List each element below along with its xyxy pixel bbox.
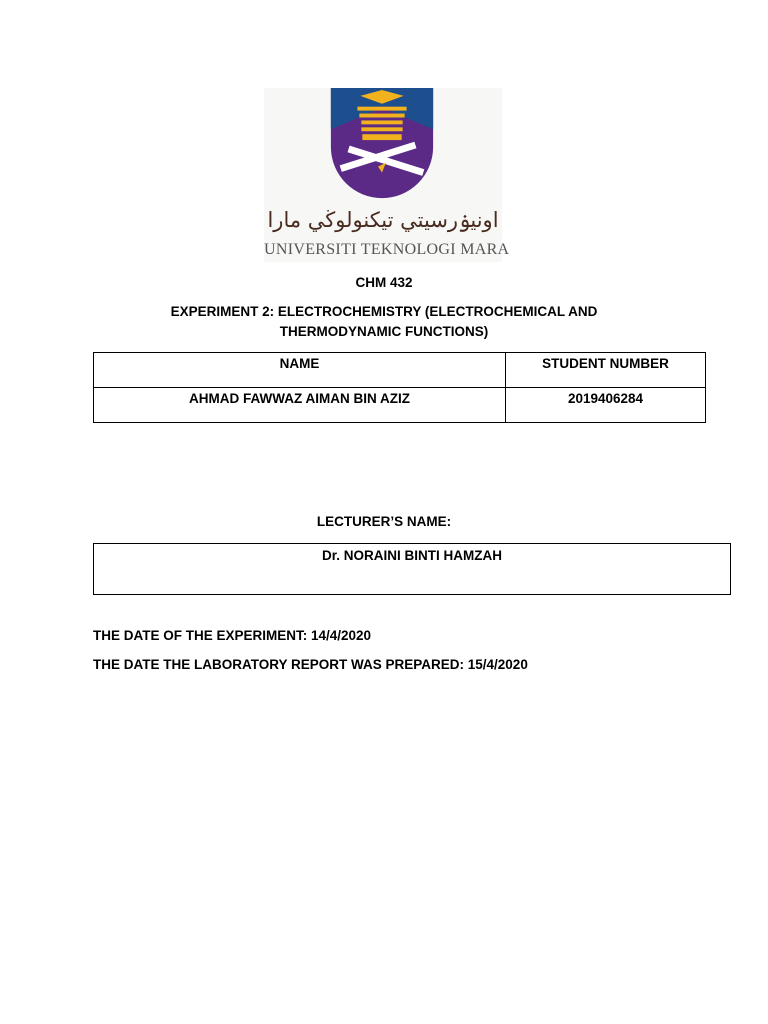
- experiment-title-line1: EXPERIMENT 2: ELECTROCHEMISTRY (ELECTROCHEMICAL AND: [170, 304, 598, 319]
- lecturer-label: LECTURER’S NAME:: [316, 514, 452, 529]
- university-logo: [264, 88, 510, 262]
- report-date: THE DATE THE LABORATORY REPORT WAS PREPARED: 15/4/2020: [93, 657, 528, 672]
- lecturer-name: Dr. NORAINI BINTI HAMZAH: [322, 548, 502, 563]
- lecturer-box: [93, 543, 731, 595]
- logo-arabic-text: اونيۏرسيتي تيكنولوڬي مارا: [267, 208, 499, 232]
- table-header-row: [94, 353, 706, 388]
- student-name: AHMAD FAWWAZ AIMAN BIN AZIZ: [94, 388, 506, 423]
- logo-university-name: UNIVERSITI TEKNOLOGI MARA: [264, 241, 510, 258]
- header-student-number: STUDENT NUMBER: [506, 353, 706, 388]
- student-table: [93, 352, 706, 423]
- header-name: NAME: [94, 353, 506, 388]
- experiment-date: THE DATE OF THE EXPERIMENT: 14/4/2020: [93, 628, 372, 643]
- student-number: 2019406284: [506, 388, 706, 423]
- course-code: CHM 432: [355, 275, 413, 290]
- table-row: [94, 388, 706, 423]
- shield-emblem-icon: [330, 88, 434, 204]
- experiment-title-line2: THERMODYNAMIC FUNCTIONS): [279, 324, 489, 339]
